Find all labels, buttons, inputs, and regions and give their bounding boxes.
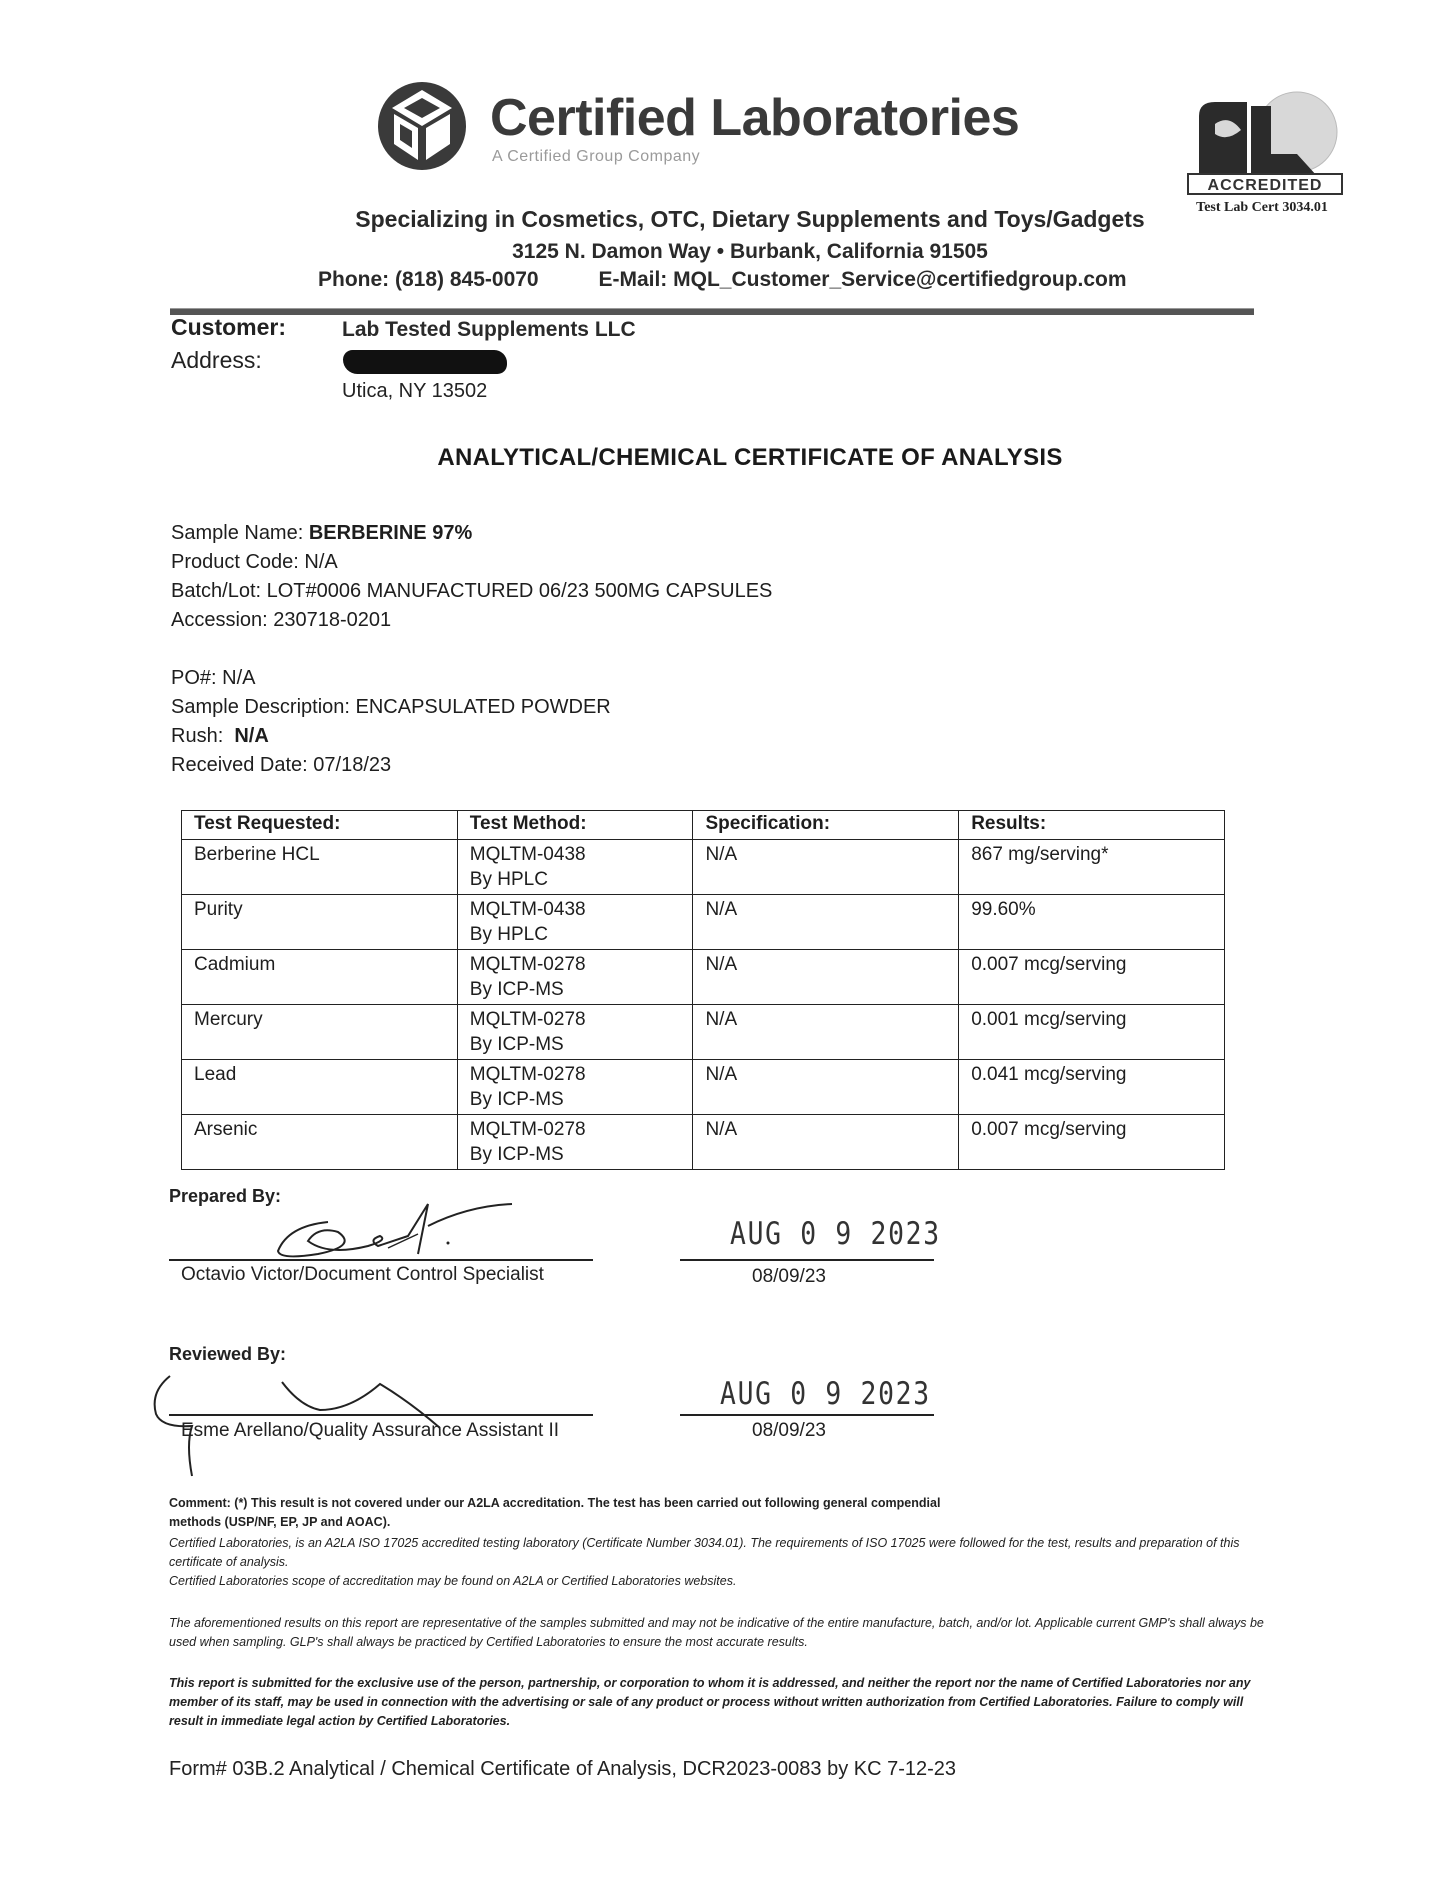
table-row bbox=[182, 895, 1225, 950]
test-cell-text: Mercury bbox=[194, 1009, 263, 1030]
test-cell bbox=[182, 895, 458, 950]
method-cell bbox=[457, 1060, 693, 1115]
batch-lot: Batch/Lot: LOT#0006 MANUFACTURED 06/23 500MG CAPSULES bbox=[171, 580, 773, 602]
method-cell bbox=[457, 1115, 693, 1170]
specification-cell bbox=[693, 1005, 959, 1060]
table-row bbox=[182, 1060, 1225, 1115]
reviewed-by-name: Esme Arellano/Quality Assurance Assistant II bbox=[181, 1420, 560, 1441]
result-cell-text: 0.007 mcg/serving bbox=[971, 954, 1127, 975]
method-cell bbox=[457, 950, 693, 1005]
test-cell-text: Purity bbox=[194, 899, 243, 920]
result-cell bbox=[959, 1115, 1225, 1170]
phone-number: Phone: (818) 845-0070 bbox=[318, 268, 539, 291]
accreditation-text: Certified Laboratories, is an A2LA ISO 17025 accredited testing laboratory (Certificate Number 3034.01). The requirements of ISO 17025 were followed for the test, results and preparation of this certificate of analysis. bbox=[169, 1536, 1240, 1569]
result-cell bbox=[959, 895, 1225, 950]
specification-cell bbox=[693, 1115, 959, 1170]
test-cell-text: Cadmium bbox=[194, 954, 276, 975]
test-cell-text: Berberine HCL bbox=[194, 844, 320, 865]
method-cell bbox=[457, 895, 693, 950]
specification-cell-text: N/A bbox=[705, 954, 738, 975]
comment-text: Comment: (*) This result is not covered under our A2LA accreditation. The test has been carried out following general compendial methods (USP/NF, EP, JP and AOAC). bbox=[169, 1496, 941, 1529]
representative-text: The aforementioned results on this report are representative of the samples submitted and may not be indicative of the entire manufacture, batch, and/or lot. Applicable current GMP's shall always be used when sampling. GLP's shall always be practiced by Certified Laboratories to ensure the most accurate results. bbox=[169, 1616, 1264, 1649]
method-cell-text: MQLTM-0438 bbox=[469, 899, 586, 920]
form-number: Form# 03B.2 Analytical / Chemical Certificate of Analysis, DCR2023-0083 by KC 7-12-23 bbox=[169, 1758, 957, 1780]
specification-cell bbox=[693, 1060, 959, 1115]
prepared-signature-icon bbox=[268, 1196, 518, 1266]
company-address: 3125 N. Damon Way • Burbank, California 91505 bbox=[512, 240, 988, 263]
test-cell bbox=[182, 840, 458, 895]
email-address: E-Mail: MQL_Customer_Service@certifiedgroup.com bbox=[598, 268, 1127, 291]
method-cell-text: MQLTM-0278 bbox=[469, 1009, 586, 1030]
result-cell-text: 0.041 mcg/serving bbox=[971, 1064, 1127, 1085]
method-cell-text: MQLTM-0278 bbox=[469, 954, 586, 975]
sample-description: Sample Description: ENCAPSULATED POWDER bbox=[171, 696, 611, 718]
prepared-date-line bbox=[680, 1259, 934, 1261]
table-header-row bbox=[182, 811, 1225, 840]
customer-label: Customer: bbox=[171, 314, 287, 340]
company-tagline: Specializing in Cosmetics, OTC, Dietary Supplements and Toys/Gadgets bbox=[355, 206, 1145, 232]
method-cell-text: By HPLC bbox=[469, 924, 548, 945]
method-cell-text: MQLTM-0438 bbox=[469, 844, 586, 865]
prepared-date-stamp: AUG 0 9 2023 bbox=[730, 1216, 941, 1252]
table-row bbox=[182, 1115, 1225, 1170]
product-code: Product Code: N/A bbox=[171, 551, 338, 573]
exclusive-use-text: This report is submitted for the exclusive use of the person, partnership, or corporation to whom it is addressed, and neither the report nor the name of Certified Laboratories nor any member of its staff, may be used in connection with the advertising or sale of any product or process without written authorization from Certified Laboratories. Failure to comply will result in immediate legal action by Certified Laboratories. bbox=[169, 1676, 1251, 1728]
document-title: ANALYTICAL/CHEMICAL CERTIFICATE OF ANALYSIS bbox=[437, 444, 1063, 471]
table-row bbox=[182, 950, 1225, 1005]
header-test-method: Test Method: bbox=[457, 811, 693, 840]
method-cell-text: By ICP-MS bbox=[469, 1089, 564, 1110]
rush-label: Rush: bbox=[171, 725, 235, 747]
specification-cell-text: N/A bbox=[705, 1009, 738, 1030]
reviewed-date-line bbox=[680, 1414, 934, 1416]
method-cell-text: By ICP-MS bbox=[469, 1034, 564, 1055]
sample-name-label: Sample Name: bbox=[171, 522, 309, 544]
a2la-accredited-badge-icon bbox=[1185, 84, 1345, 196]
rush-value: N/A bbox=[234, 725, 269, 747]
prepared-signature-line bbox=[169, 1259, 593, 1261]
specification-cell-text: N/A bbox=[705, 899, 738, 920]
test-cell bbox=[182, 1005, 458, 1060]
accession-number: Accession: 230718-0201 bbox=[171, 609, 392, 631]
result-cell-text: 0.001 mcg/serving bbox=[971, 1009, 1127, 1030]
rush-line bbox=[171, 725, 269, 748]
table-row bbox=[182, 840, 1225, 895]
table-row bbox=[182, 1005, 1225, 1060]
customer-name: Lab Tested Supplements LLC bbox=[342, 318, 636, 341]
specification-cell-text: N/A bbox=[705, 1064, 738, 1085]
scope-text: Certified Laboratories scope of accreditation may be found on A2LA or Certified Laboratories websites. bbox=[169, 1574, 737, 1588]
accreditation-cert-number: Test Lab Cert 3034.01 bbox=[1196, 200, 1328, 215]
test-cell bbox=[182, 1115, 458, 1170]
received-date: Received Date: 07/18/23 bbox=[171, 754, 392, 776]
customer-city: Utica, NY 13502 bbox=[342, 380, 488, 402]
po-number: PO#: N/A bbox=[171, 667, 256, 689]
result-cell bbox=[959, 950, 1225, 1005]
comment-note bbox=[169, 1494, 949, 1532]
reviewed-date-stamp: AUG 0 9 2023 bbox=[720, 1376, 931, 1412]
company-logo-icon bbox=[372, 80, 472, 172]
method-cell bbox=[457, 1005, 693, 1060]
specification-cell bbox=[693, 950, 959, 1005]
prepared-date: 08/09/23 bbox=[752, 1266, 826, 1287]
contact-line bbox=[318, 268, 1127, 292]
exclusive-use-note bbox=[169, 1674, 1277, 1731]
result-cell bbox=[959, 1005, 1225, 1060]
method-cell-text: MQLTM-0278 bbox=[469, 1119, 586, 1140]
reviewed-signature-line bbox=[169, 1414, 593, 1416]
result-cell-text: 99.60% bbox=[971, 899, 1036, 920]
prepared-by-label: Prepared By: bbox=[169, 1186, 282, 1206]
specification-cell-text: N/A bbox=[705, 844, 738, 865]
accreditation-note bbox=[169, 1534, 1277, 1591]
method-cell-text: By HPLC bbox=[469, 869, 548, 890]
test-cell-text: Arsenic bbox=[194, 1119, 258, 1140]
reviewed-date: 08/09/23 bbox=[752, 1420, 826, 1441]
result-cell-text: 867 mg/serving* bbox=[971, 844, 1109, 865]
header-specification: Specification: bbox=[693, 811, 959, 840]
company-subtitle: A Certified Group Company bbox=[492, 148, 701, 165]
test-cell-text: Lead bbox=[194, 1064, 237, 1085]
header-results: Results: bbox=[959, 811, 1225, 840]
address-label: Address: bbox=[171, 347, 262, 373]
specification-cell bbox=[693, 840, 959, 895]
specification-cell-text: N/A bbox=[705, 1119, 738, 1140]
sample-name-value: BERBERINE 97% bbox=[308, 522, 473, 544]
results-table bbox=[181, 810, 1225, 1170]
result-cell bbox=[959, 840, 1225, 895]
reviewed-by-label: Reviewed By: bbox=[169, 1344, 287, 1364]
result-cell bbox=[959, 1060, 1225, 1115]
redacted-address-block bbox=[343, 350, 507, 374]
sample-name-line bbox=[171, 522, 472, 545]
representative-note bbox=[169, 1614, 1277, 1652]
test-cell bbox=[182, 1060, 458, 1115]
prepared-by-name: Octavio Victor/Document Control Specialist bbox=[181, 1264, 544, 1285]
header-test-requested: Test Requested: bbox=[182, 811, 458, 840]
header-divider bbox=[170, 308, 1254, 315]
method-cell-text: MQLTM-0278 bbox=[469, 1064, 586, 1085]
test-cell bbox=[182, 950, 458, 1005]
method-cell-text: By ICP-MS bbox=[469, 1144, 564, 1165]
specification-cell bbox=[693, 895, 959, 950]
accredited-badge-text: ACCREDITED bbox=[1207, 177, 1323, 194]
method-cell bbox=[457, 840, 693, 895]
company-name: Certified Laboratories bbox=[490, 89, 1020, 147]
method-cell-text: By ICP-MS bbox=[469, 979, 564, 1000]
result-cell-text: 0.007 mcg/serving bbox=[971, 1119, 1127, 1140]
